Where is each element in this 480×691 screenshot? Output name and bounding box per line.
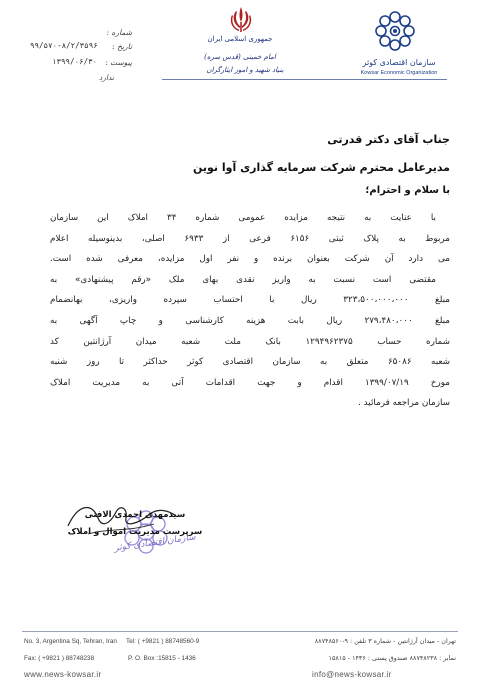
signer-name: سیدمهدی احمدی الافتی <box>84 510 186 520</box>
org-name-en: Kowsar Economic Organization <box>360 70 438 76</box>
body-line: می دارد آن شرکت بعنوان برنده و نفر اول مزایده، معرفی شده است. <box>50 254 450 265</box>
body-line: مورخ ۱۳۹۹/۰۷/۱۹ اقدام و جهت اقدامات آتی به مدیریت املاک <box>50 377 450 388</box>
meta-number-value: ۹۹/۵۷۰-۸/۲/۳۵۹۶ <box>30 41 98 50</box>
kowsar-flower-logo <box>372 8 418 54</box>
greeting: با سلام و احترام؛ <box>365 185 450 196</box>
body-line: سازمان مراجعه فرمائید . <box>358 398 450 409</box>
footer-fax-en: Fax: ( +9821 ) 88748238 <box>24 655 95 662</box>
footer-website[interactable]: www.news-kowsar.ir <box>24 670 102 679</box>
org-name-fa: سازمان اقتصادی کوثر <box>362 58 436 67</box>
country-name: جمهوری اسلامی ایران <box>207 35 273 43</box>
header-divider <box>162 79 447 80</box>
footer-pobox-en: P. O. Box :15815 - 1436 <box>128 655 196 662</box>
signer-title: سرپرست مدیریت اموال و املاک <box>67 527 203 537</box>
meta-attachment-value-row <box>20 73 132 85</box>
meta-attachment-row <box>20 58 132 70</box>
header-motto-1: امام خمینی (قدس سره) <box>204 53 276 61</box>
body-line: شعبه ۶۵۰۸۶ متعلق به سازمان اقتصادی کوثر حداکثر تا روز شنبه <box>50 357 450 368</box>
meta-attachment-label: پیوست : <box>105 58 132 67</box>
body-line: با عنایت به نتیجه مزایده عمومی شماره ۳۴ املاک این سازمان <box>50 213 436 223</box>
letter-body <box>50 132 450 414</box>
meta-number-row <box>20 28 132 40</box>
header-motto-2: بنیاد شهید و امور ایثارگران <box>206 66 284 74</box>
footer-address-fa: تهران - میدان آرژانتین - شماره ۳ تلفن : ۹-۸۸۷۴۸۵۶۰ <box>314 637 456 645</box>
body-line: مبلغ ۲۷۹،۴۸۰،۰۰۰ ریال بابت هزینه کارشناسی و چاپ آگهی به <box>50 315 450 326</box>
body-line: شماره حساب ۱۲۹۴۹۶۲۳۷۵ بانک ملت شعبه میدان آرژانتین کد <box>50 336 450 347</box>
footer-email[interactable]: info@news-kowsar.ir <box>312 670 392 679</box>
meta-date-value: ۱۳۹۹/۰۶/۳۰ <box>52 57 98 66</box>
meta-number-label: شماره : <box>106 28 132 37</box>
addressee-title: مدیرعامل محترم شرکت سرمایه گذاری آوا نوین <box>193 161 450 174</box>
footer-tel-en: Tel: ( +9821 ) 88748560-9 <box>126 638 200 645</box>
body-line: مقتضی است نسبت به واریز نقدی بهای ملک «رقم پیشنهادی» به <box>50 274 436 285</box>
body-paragraph <box>50 208 450 414</box>
footer-divider <box>22 631 458 632</box>
meta-date-row <box>20 42 132 54</box>
iran-emblem-icon <box>228 4 254 34</box>
stamp-text: سازمان اقتصادی کوثر <box>113 532 197 554</box>
meta-date-label: تاریخ : <box>112 42 132 51</box>
meta-attachment-value: ندارد <box>98 73 114 82</box>
body-line: مبلغ ۳۲۳،۵۰۰،۰۰۰،۰۰۰ ریال با احتساب سپرده واریزی، بهانضمام <box>50 295 450 306</box>
footer-address-en: No. 3, Argentina Sq, Tehran, Iran <box>24 638 117 645</box>
body-line: مربوط به پلاک ثبتی ۶۱۵۶ فرعی از ۶۹۳۳ اصلی، بدینوسیله اعلام <box>50 233 450 244</box>
footer-fax-fa: نمابر : ۸۸۷۴۸۲۳۸ صندوق پستی : ۱۴۳۶ - ۱۵۸۱۵ <box>328 654 456 662</box>
addressee-name: جناب آقای دکتر قدرتی <box>327 133 450 146</box>
